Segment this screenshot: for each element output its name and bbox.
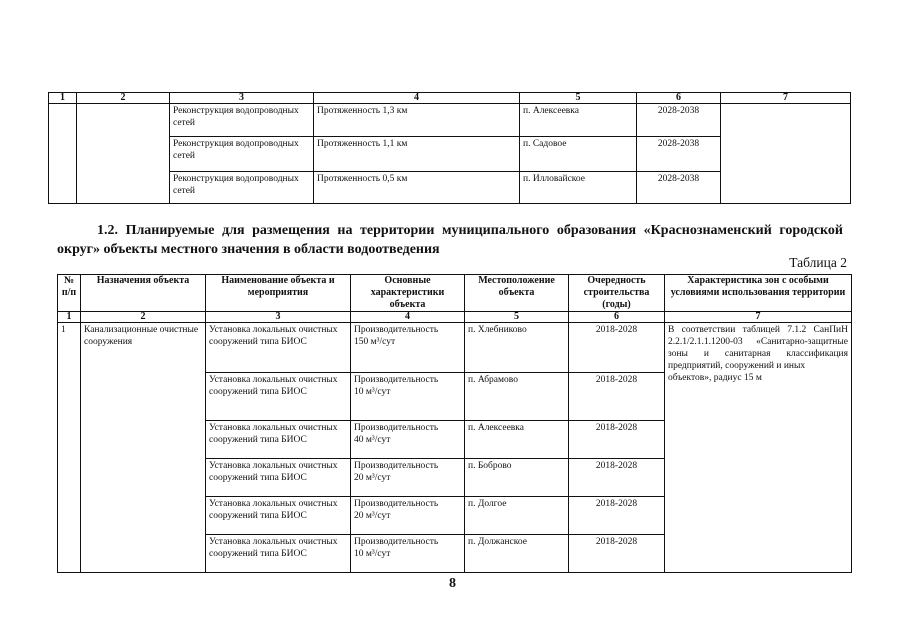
object-location: п. Алексеевка	[465, 421, 569, 459]
col-num: 6	[569, 312, 665, 323]
table-row	[49, 104, 851, 137]
char-value: 20 м³/сут	[354, 473, 391, 483]
column-numbers-row	[49, 93, 851, 104]
char-value: 40 м³/сут	[354, 435, 391, 445]
empty-cell	[77, 104, 170, 204]
col-num: 7	[721, 93, 851, 104]
object-period: 2018-2028	[569, 373, 665, 421]
col-num: 3	[206, 312, 351, 323]
object-period: 2018-2028	[569, 497, 665, 535]
char-prefix: Производительность	[354, 375, 439, 385]
object-location: п. Хлебниково	[465, 323, 569, 373]
header-cell: Очередность строительства (годы)	[569, 275, 665, 312]
zone-characteristics	[665, 323, 852, 573]
object-period: 2028-2038	[637, 172, 721, 204]
wastewater-table	[57, 274, 852, 573]
object-characteristics	[351, 497, 465, 535]
char-prefix: Производительность	[354, 461, 439, 471]
object-period: 2028-2038	[637, 137, 721, 172]
col-num: 1	[49, 93, 77, 104]
object-location: п. Абрамово	[465, 373, 569, 421]
col-num: 5	[465, 312, 569, 323]
char-value: 20 м³/сут	[354, 511, 391, 521]
char-prefix: Производительность	[354, 499, 439, 509]
object-period: 2018-2028	[569, 421, 665, 459]
column-numbers-row	[58, 312, 852, 323]
object-name: Установка локальных очистных сооружений типа БИОС	[206, 459, 351, 497]
object-characteristics	[351, 323, 465, 373]
object-name: Реконструкция водопроводных сетей	[170, 172, 314, 204]
col-num: 6	[637, 93, 721, 104]
header-cell: № п/п	[58, 275, 81, 312]
object-name: Реконструкция водопроводных сетей	[170, 137, 314, 172]
object-location: п. Садовое	[520, 137, 637, 172]
object-characteristics	[351, 421, 465, 459]
object-characteristics: Протяженность 1,3 км	[314, 104, 520, 137]
char-prefix: Производительность	[354, 325, 439, 335]
water-supply-table	[48, 92, 851, 204]
table-label: Таблица 2	[789, 255, 847, 270]
header-cell: Основные характеристики объекта	[351, 275, 465, 312]
object-purpose: Канализационные очистные сооружения	[81, 323, 206, 573]
char-value: 10 м³/сут	[354, 387, 391, 397]
object-characteristics	[351, 535, 465, 573]
object-name: Установка локальных очистных сооружений типа БИОС	[206, 323, 351, 373]
object-period: 2018-2028	[569, 459, 665, 497]
object-period: 2028-2038	[637, 104, 721, 137]
empty-cell	[49, 104, 77, 204]
col-num: 1	[58, 312, 81, 323]
col-num: 3	[170, 93, 314, 104]
object-period: 2018-2028	[569, 535, 665, 573]
object-period: 2018-2028	[569, 323, 665, 373]
page-number: 8	[449, 576, 456, 591]
header-cell: Характеристика зон с особыми условиями использования территории	[665, 275, 852, 312]
section-heading: 1.2. Планируемые для размещения на территории муниципального образования «Краснознаменский городской округ» объекты местного значения в области водоотведения	[57, 223, 843, 257]
header-row	[58, 275, 852, 312]
col-num: 2	[81, 312, 206, 323]
object-characteristics: Протяженность 1,1 км	[314, 137, 520, 172]
object-name: Установка локальных очистных сооружений типа БИОС	[206, 373, 351, 421]
row-number: 1	[58, 323, 81, 573]
object-characteristics	[351, 459, 465, 497]
header-cell: Наименование объекта и мероприятия	[206, 275, 351, 312]
zone-text-a: В соответствии таблицей 7.1.2 СанПиН 2.2.1/2.1.1.1200-03 «Санитарно-защитные зоны и санитарная классификация	[668, 325, 848, 359]
char-value: 150 м³/сут	[354, 337, 396, 347]
table-row	[58, 323, 852, 373]
col-num: 4	[314, 93, 520, 104]
col-num: 2	[77, 93, 170, 104]
char-prefix: Производительность	[354, 537, 439, 547]
object-location: п. Алексеевка	[520, 104, 637, 137]
object-location: п. Илловайское	[520, 172, 637, 204]
object-name: Установка локальных очистных сооружений типа БИОС	[206, 497, 351, 535]
object-name: Установка локальных очистных сооружений типа БИОС	[206, 535, 351, 573]
object-characteristics: Протяженность 0,5 км	[314, 172, 520, 204]
object-characteristics	[351, 373, 465, 421]
char-prefix: Производительность	[354, 423, 439, 433]
object-name: Реконструкция водопроводных сетей	[170, 104, 314, 137]
col-num: 5	[520, 93, 637, 104]
empty-cell	[721, 104, 851, 204]
zone-text-b: предприятий, сооружений и иных объектов», радиус 15 м	[668, 361, 806, 383]
object-name: Установка локальных очистных сооружений типа БИОС	[206, 421, 351, 459]
object-location: п. Боброво	[465, 459, 569, 497]
header-cell: Местоположение объекта	[465, 275, 569, 312]
col-num: 7	[665, 312, 852, 323]
object-location: п. Должанское	[465, 535, 569, 573]
col-num: 4	[351, 312, 465, 323]
header-cell: Назначения объекта	[81, 275, 206, 312]
object-location: п. Долгое	[465, 497, 569, 535]
char-value: 10 м³/сут	[354, 549, 391, 559]
